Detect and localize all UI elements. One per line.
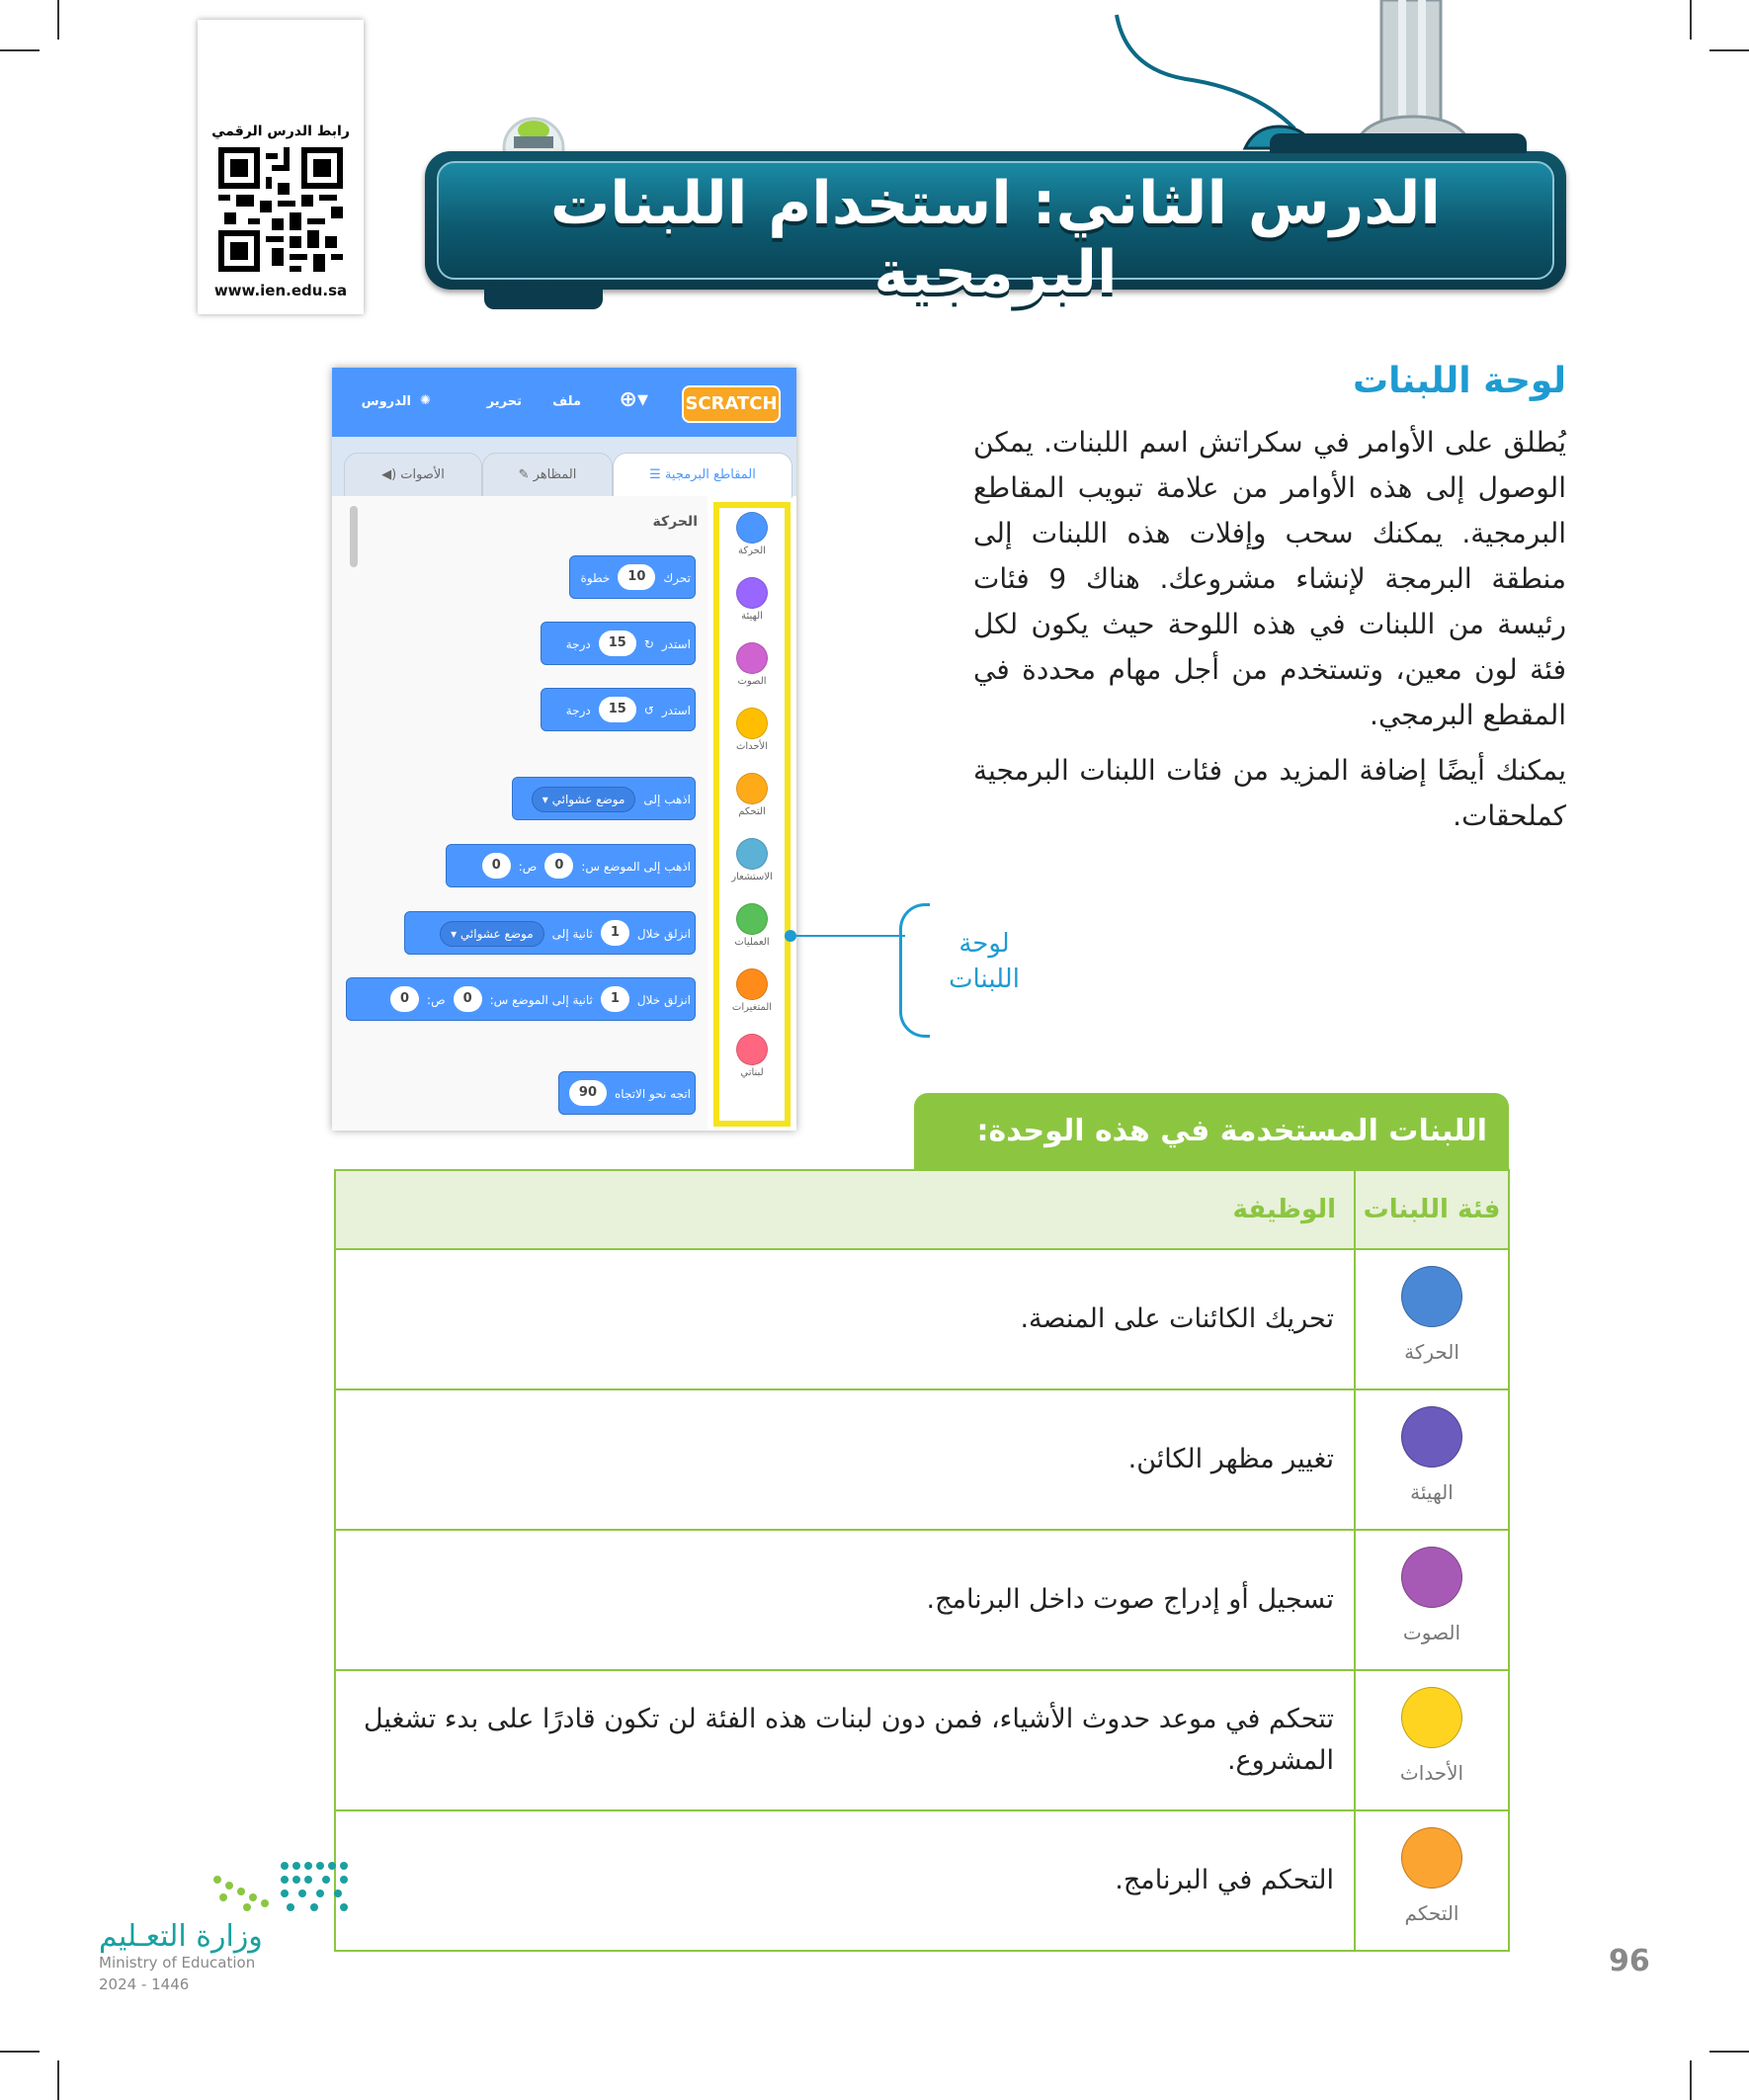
block-text: اذهب إلى (643, 793, 691, 806)
block-text: استدر (661, 637, 691, 651)
crop-mark (57, 0, 59, 40)
tab-code-label: المقاطع البرمجية (664, 467, 756, 482)
crop-mark (1709, 2051, 1749, 2053)
category-label: الحركة (738, 546, 766, 556)
table-row (335, 1249, 1509, 1389)
block-text: خطوة (580, 571, 611, 585)
category-label: العمليات (734, 937, 770, 948)
crop-mark (1690, 0, 1692, 40)
speaker-icon: ◀) (381, 467, 401, 482)
category-cell (1355, 1389, 1509, 1530)
category-label: لبناتي (740, 1067, 764, 1078)
function-cell: تتحكم في موعد حدوث الأشياء، فمن دون لبنات هذه الفئة لن تكون قادرًا على بدء تشغيل المشروع. (335, 1670, 1355, 1810)
block-goto-xy[interactable] (446, 844, 696, 887)
my-blocks-dot (736, 1034, 768, 1065)
control-dot (736, 773, 768, 804)
lesson-title-banner (425, 151, 1566, 307)
block-input[interactable]: 0 (544, 853, 573, 879)
sensing-dot (736, 838, 768, 870)
qr-code-icon[interactable] (218, 147, 343, 272)
events-dot (736, 708, 768, 739)
scratch-screenshot (332, 368, 796, 1131)
block-text: اتجه نحو الاتجاه (615, 1087, 691, 1101)
table-row (335, 1670, 1509, 1810)
category-control[interactable] (719, 773, 785, 817)
function-cell: تغيير مظهر الكائن. (335, 1389, 1355, 1530)
dropdown-value: موضع عشوائي (551, 793, 625, 806)
block-text: درجة (565, 637, 591, 651)
block-categories-table (334, 1169, 1510, 1952)
table-row (335, 1530, 1509, 1670)
code-tab-icon: ☰ (649, 467, 665, 482)
ministry-name-ar: وزارة التعـليم (99, 1919, 263, 1954)
qr-title: رابط الدرس الرقمي (211, 124, 350, 139)
table-header-row (335, 1170, 1509, 1249)
block-text: انزلق خلال (636, 993, 691, 1007)
menu-file[interactable]: ملف (552, 394, 581, 409)
block-goto[interactable] (512, 777, 696, 820)
intro-text (973, 420, 1566, 849)
crop-mark (0, 2051, 40, 2053)
sound-dot (736, 642, 768, 674)
block-text: ثانية إلى (551, 927, 593, 941)
crop-mark (0, 49, 40, 51)
category-color-dot (1401, 1687, 1462, 1748)
category-cell (1355, 1810, 1509, 1951)
callout-line (789, 935, 905, 937)
table-row (335, 1810, 1509, 1951)
crop-mark (1690, 2060, 1692, 2100)
categories-strip (713, 502, 791, 1127)
block-dropdown[interactable]: موضع عشوائي ▾ (440, 921, 544, 947)
brush-icon: ✎ (518, 467, 534, 482)
block-text: درجة (565, 704, 591, 717)
category-name: الصوت (1402, 1621, 1461, 1644)
category-looks[interactable] (719, 577, 785, 622)
category-name: التحكم (1404, 1901, 1459, 1925)
function-cell: تسجيل أو إدراج صوت داخل البرنامج. (335, 1530, 1355, 1670)
block-text: ثانية إلى الموضع س: (489, 993, 593, 1007)
intro-paragraph: يُطلق على الأوامر في سكراتش اسم اللبنات. يمكن الوصول إلى هذه الأوامر من علامة تبويب المقاطع البرمجية. يمكنك سحب وإفلات هذه اللبنات إلى منطقة البرمجة لإنشاء مشروعك. هناك 9 فئات رئيسة من اللبنات في هذه اللوحة حيث يكون لكل فئة لون معين، وتستخدم من أجل مهام محددة في المقطع البرمجي. (973, 426, 1566, 731)
block-input[interactable]: 15 (599, 697, 636, 722)
category-variables[interactable] (719, 968, 785, 1013)
lightbulb-icon[interactable]: ✺ (420, 393, 431, 408)
block-glide-xy[interactable] (346, 977, 696, 1021)
block-text: اذهب إلى الموضع س: (581, 860, 691, 874)
category-color-dot (1401, 1406, 1462, 1468)
block-turn-right[interactable] (541, 622, 696, 665)
block-point-direction[interactable] (558, 1071, 696, 1115)
section-title: لوحة اللبنات (1352, 361, 1566, 401)
tab-sounds[interactable] (344, 453, 482, 498)
category-cell (1355, 1670, 1509, 1810)
callout-bracket (899, 903, 930, 1038)
academic-year: 2024 - 1446 (99, 1975, 190, 1993)
category-name: الهيئة (1410, 1480, 1454, 1504)
block-input[interactable]: 10 (618, 564, 655, 590)
block-move[interactable] (569, 555, 696, 599)
block-dropdown[interactable]: موضع عشوائي ▾ (532, 787, 636, 812)
ministry-dots-icon (178, 1858, 356, 1917)
block-input[interactable]: 90 (569, 1080, 607, 1106)
block-glide[interactable] (404, 911, 696, 955)
intro-paragraph: يمكنك أيضًا إضافة المزيد من فئات اللبنات البرمجية كملحقات. (973, 754, 1566, 832)
block-text: ص: (518, 860, 538, 874)
category-sound[interactable] (719, 642, 785, 687)
category-label: التحكم (738, 806, 766, 817)
callout-dot (785, 930, 796, 942)
scratch-menubar (332, 368, 796, 437)
category-operators[interactable] (719, 903, 785, 948)
category-cell (1355, 1530, 1509, 1670)
palette-heading: الحركة (652, 514, 698, 530)
column-header-category: فئة اللبنات (1355, 1170, 1509, 1249)
category-cell (1355, 1249, 1509, 1389)
rotate-left-icon: ↺ (643, 704, 654, 717)
category-label: الصوت (737, 676, 767, 687)
lesson-title: الدرس الثاني: استخدام اللبنات البرمجية (550, 169, 1441, 307)
category-events[interactable] (719, 708, 785, 752)
operators-dot (736, 903, 768, 935)
crop-mark (57, 2060, 59, 2100)
globe-icon[interactable]: ⊕▾ (619, 387, 648, 412)
rotate-right-icon: ↻ (643, 637, 654, 651)
palette-scrollbar[interactable] (350, 506, 358, 567)
function-cell: تحريك الكائنات على المنصة. (335, 1249, 1355, 1389)
category-label: الأحداث (735, 741, 769, 752)
crop-mark (1709, 49, 1749, 51)
block-text: تحرك (663, 571, 691, 585)
function-cell: التحكم في البرنامج. (335, 1810, 1355, 1951)
table-title: اللبنات المستخدمة في هذه الوحدة: (914, 1093, 1509, 1170)
block-input[interactable]: 1 (601, 986, 629, 1012)
category-name: الأحداث (1399, 1761, 1464, 1785)
page-number: 96 (1609, 1944, 1650, 1978)
ministry-logo (99, 1858, 277, 1993)
tab-code[interactable] (613, 453, 792, 498)
block-input[interactable]: 0 (454, 986, 482, 1012)
menu-tutorials[interactable]: الدروس (361, 394, 411, 409)
callout-label: لوحة اللبنات (949, 929, 1020, 994)
variables-dot (736, 968, 768, 1000)
category-color-dot (1401, 1266, 1462, 1327)
dropdown-value: موضع عشوائي (459, 927, 534, 941)
block-text: ص: (427, 993, 446, 1007)
category-color-dot (1401, 1547, 1462, 1608)
table-row (335, 1389, 1509, 1530)
block-turn-left[interactable] (541, 688, 696, 731)
block-input[interactable]: 0 (390, 986, 419, 1012)
block-input[interactable]: 0 (482, 853, 511, 879)
category-color-dot (1401, 1827, 1462, 1889)
block-input[interactable]: 15 (599, 630, 636, 656)
category-label: المتغيرات (731, 1002, 773, 1013)
block-text: انزلق خلال (636, 927, 691, 941)
tab-costumes[interactable] (482, 453, 613, 498)
qr-url[interactable]: www.ien.edu.sa (213, 282, 348, 299)
menu-edit[interactable]: تحرير (486, 394, 522, 409)
column-header-function: الوظيفة (335, 1170, 1355, 1249)
block-text: استدر (661, 704, 691, 717)
tab-sounds-label: الأصوات (400, 467, 445, 482)
category-my-blocks[interactable] (719, 1034, 785, 1078)
motion-dot (736, 512, 768, 544)
category-label: الهيئة (741, 611, 763, 622)
ministry-name-en: Ministry of Education (99, 1954, 256, 1972)
category-motion[interactable] (719, 512, 785, 556)
category-sensing[interactable] (719, 838, 785, 882)
block-input[interactable]: 1 (601, 920, 629, 946)
scratch-logo[interactable]: SCRATCH (682, 385, 781, 423)
tab-costumes-label: المظاهر (533, 467, 577, 482)
category-name: الحركة (1404, 1340, 1459, 1364)
looks-dot (736, 577, 768, 609)
category-label: الاستشعار (731, 872, 773, 882)
qr-card[interactable] (198, 20, 364, 314)
